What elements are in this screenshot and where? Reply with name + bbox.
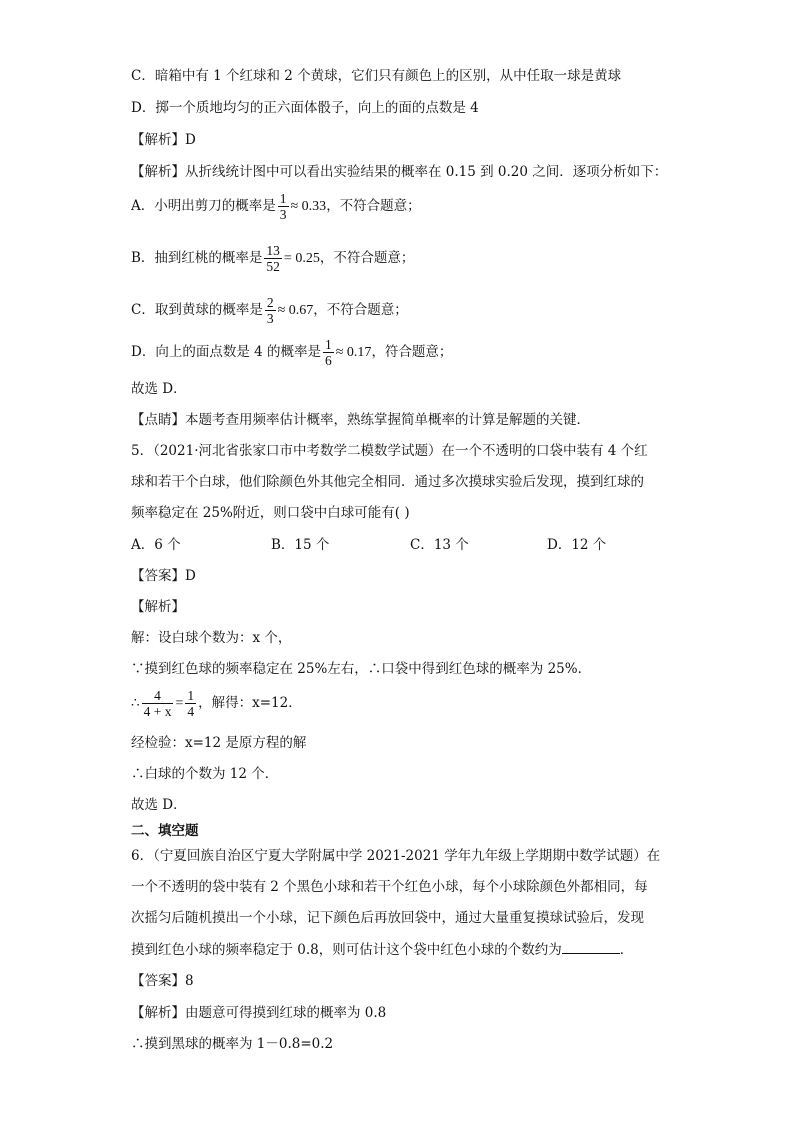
solution-line: 经检验：x=12 是原方程的解 — [131, 735, 307, 751]
denominator: 6 — [325, 353, 332, 368]
math-expr: ≈ 0.67 — [277, 303, 314, 318]
question-5-line-2: 球和若干个白球，他们除颜色外其他完全相同．通过多次摸球实验后发现，摸到红球的 — [131, 474, 644, 490]
choose-text: 故选 D． — [131, 381, 187, 397]
question-6-line-3: 次摇匀后随机摸出一个小球，记下颜色后再放回袋中，通过大量重复摸球试验后，发现 — [131, 910, 644, 926]
solution-line: ∴白球的个数为 12 个． — [131, 766, 279, 782]
option-suffix: ，不符合题意； — [313, 302, 408, 318]
answer-blank — [562, 941, 620, 954]
solution-line: 解：设白球个数为：x 个， — [131, 630, 292, 646]
option-prefix: A．小明出剪刀的概率是 — [131, 198, 276, 214]
option-prefix: C．取到黄球的概率是 — [131, 302, 263, 318]
solution-equation — [131, 685, 302, 722]
question-5-line-1: 5．（2021·河北省张家口市中考数学二模数学试题）在一个不透明的口袋中装有 4 个红 — [131, 443, 648, 459]
fraction — [278, 191, 289, 222]
fraction — [142, 688, 174, 719]
math-expr: ≈ 0.17 — [335, 345, 372, 360]
option-c: C．13 个 — [410, 537, 469, 553]
option-suffix: ，符合题意； — [371, 344, 453, 360]
solution-line: ∴摸到黑球的概率为 1－0.8=0.2 — [131, 1036, 334, 1052]
denominator: 52 — [266, 259, 280, 274]
option-d-line: D．掷一个质地均匀的正六面体骰子，向上的面的点数是 4 — [131, 100, 479, 116]
solution-line: ∵摸到红色球的频率稳定在 25%左右，∴口袋中得到红色球的概率为 25%． — [131, 661, 592, 677]
solution-result: ，解得：x=12． — [198, 695, 302, 711]
numerator: 4 — [142, 688, 174, 704]
option-prefix: D．向上的面点数是 4 的概率是 — [131, 344, 321, 360]
analysis-text: 【解析】由题意可得摸到红球的概率为 0.8 — [131, 1005, 387, 1021]
fraction — [264, 243, 282, 274]
denominator: 4 + x — [143, 704, 172, 719]
analysis-option-a — [131, 188, 421, 225]
question-5-line-3: 频率稳定在 25%附近，则口袋中白球可能有( ) — [131, 505, 410, 521]
option-prefix: B．抽到红桃的概率是 — [131, 250, 263, 266]
numerator: 13 — [266, 243, 280, 258]
fraction — [323, 337, 334, 368]
analysis-option-c — [131, 292, 408, 329]
question-end: ． — [619, 942, 634, 958]
equals-sign: = — [175, 696, 184, 711]
section-heading: 二、填空题 — [131, 823, 199, 839]
numerator: 2 — [266, 295, 274, 310]
math-expr: ≈ 0.33 — [290, 199, 327, 214]
question-6-line-2: 一个不透明的袋中装有 2 个黑色小球和若干个红色小球，每个小球除颜色外都相同，每 — [131, 879, 648, 895]
therefore-symbol: ∴ — [131, 695, 140, 711]
analysis-option-b — [131, 240, 414, 277]
answer-label: 【答案】8 — [131, 973, 194, 989]
math-expr: = 0.25 — [283, 251, 320, 266]
analysis-text: 【解析】从折线统计图中可以看出实验结果的概率在 0.15 到 0.20 之间．逐项分析如下： — [131, 164, 668, 180]
option-c-line: C．暗箱中有 1 个红球和 2 个黄球，它们只有颜色上的区别，从中任取一球是黄球 — [131, 68, 622, 84]
choose-text: 故选 D． — [131, 797, 187, 813]
comment-text: 【点睛】本题考查用频率估计概率，熟练掌握简单概率的计算是解题的关键． — [131, 412, 590, 428]
numerator: 1 — [279, 191, 287, 206]
numerator: 1 — [325, 337, 332, 352]
analysis-label: 【解析】 — [131, 599, 185, 615]
denominator: 4 — [187, 704, 195, 719]
numerator: 1 — [187, 688, 195, 703]
option-d: D．12 个 — [547, 537, 607, 553]
denominator: 3 — [279, 207, 287, 222]
answer-label: 【解析】D — [131, 132, 196, 148]
answer-label: 【答案】D — [131, 568, 196, 584]
analysis-option-d — [131, 334, 452, 371]
fraction — [265, 295, 276, 326]
question-6-line-1: 6．（宁夏回族自治区宁夏大学附属中学 2021-2021 学年九年级上学期期中数学试题）在 — [131, 848, 661, 864]
option-b: B．15 个 — [271, 537, 330, 553]
option-suffix: ，不符合题意； — [319, 250, 415, 266]
fraction — [185, 688, 196, 719]
question-text: 摸到红色小球的频率稳定于 0.8，则可估计这个袋中红色小球的个数约为 — [131, 942, 562, 958]
question-6-line-4 — [131, 940, 633, 960]
denominator: 3 — [266, 311, 274, 326]
option-suffix: ，不符合题意； — [326, 198, 421, 214]
option-a: A．6 个 — [131, 537, 181, 553]
